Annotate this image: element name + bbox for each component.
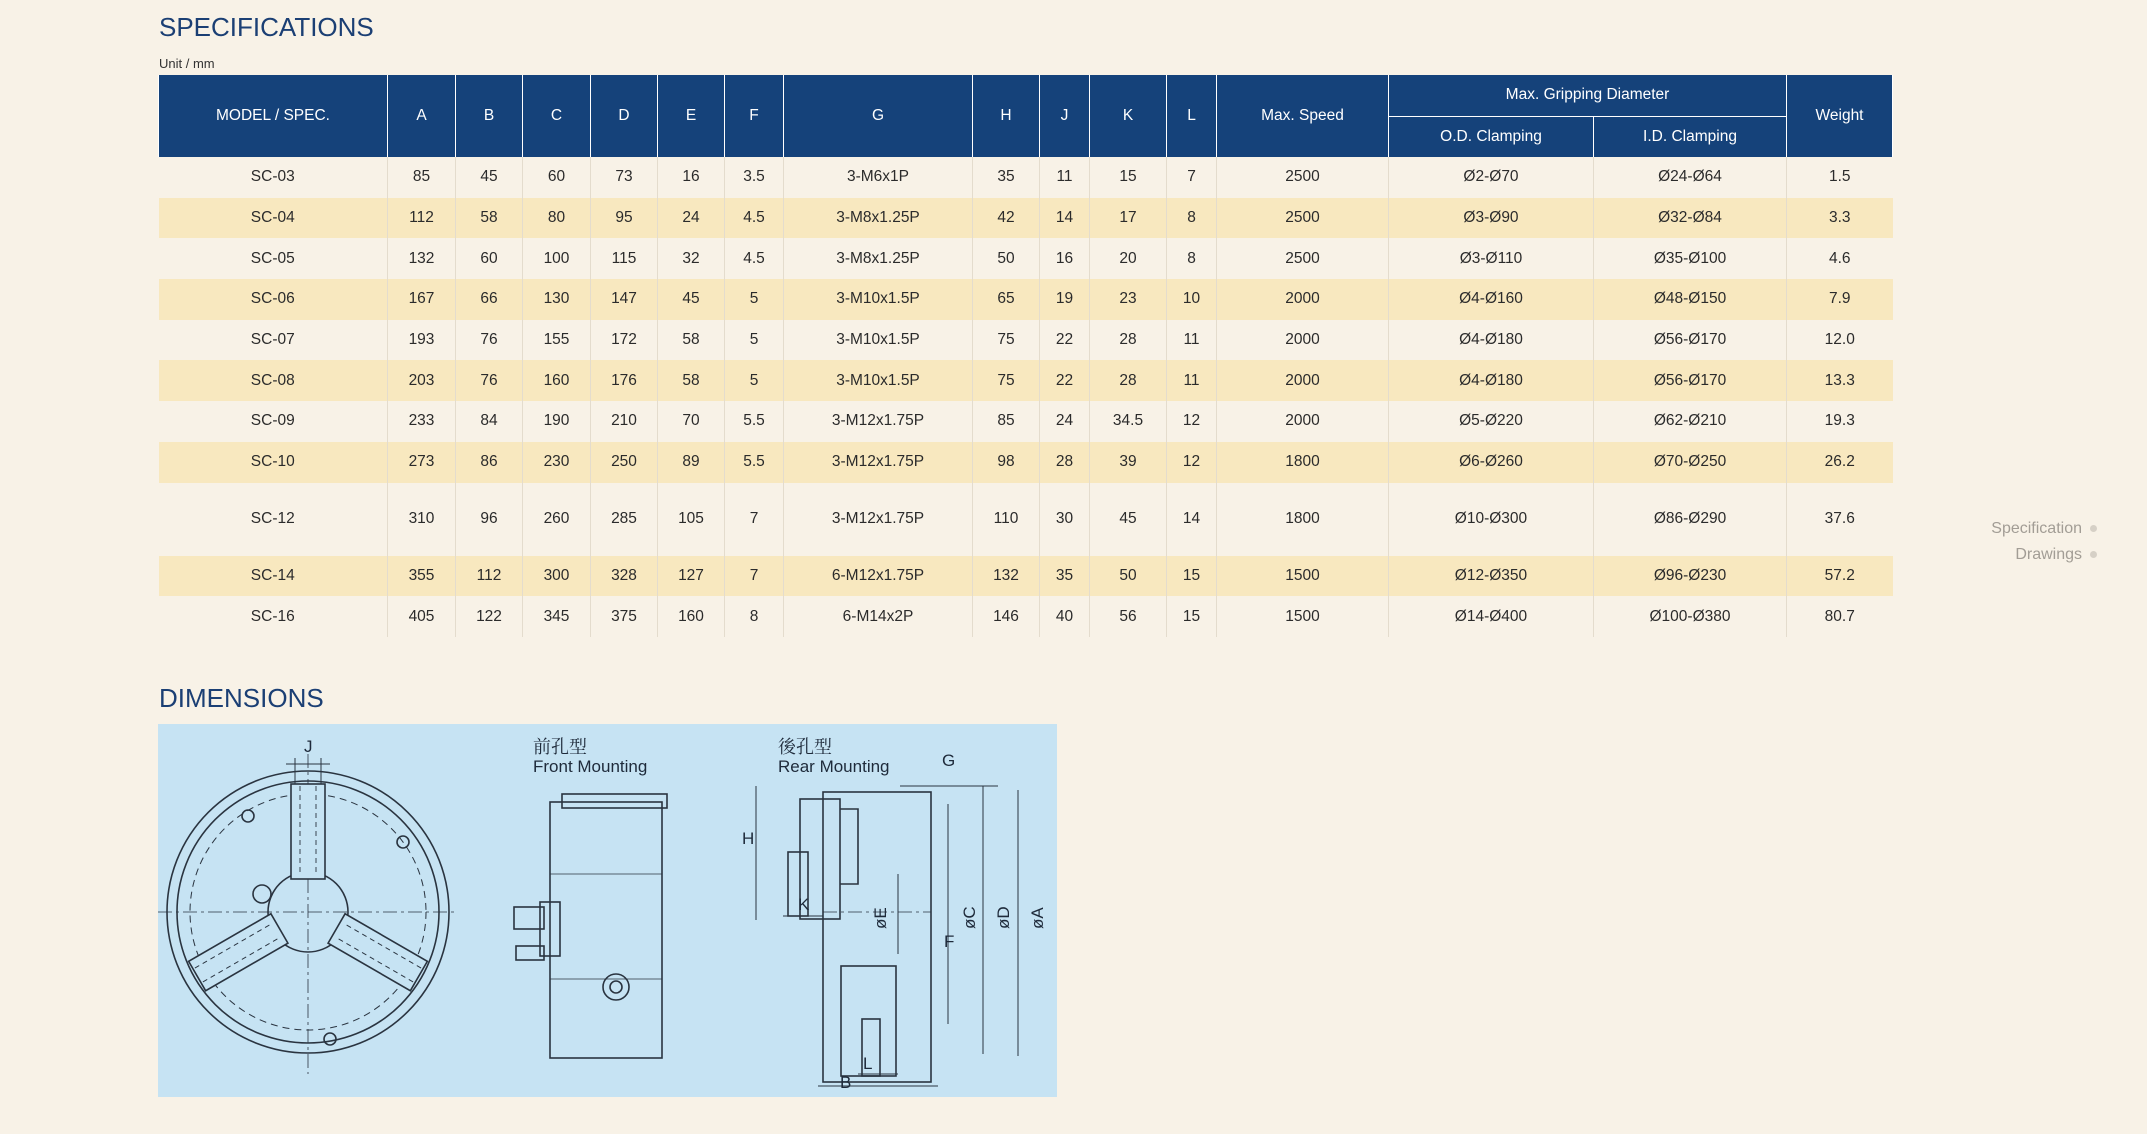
cell-l: 11 [1167, 320, 1217, 361]
cell-c: 100 [523, 238, 591, 279]
rear-mounting-cn: 後孔型 [778, 737, 832, 757]
table-row [159, 157, 1893, 198]
cell-b: 76 [456, 320, 523, 361]
specifications-table-body [159, 157, 1893, 637]
cell-weight: 7.9 [1787, 279, 1893, 320]
cell-f: 8 [725, 596, 784, 637]
header-od-clamping: O.D. Clamping [1389, 116, 1594, 157]
cell-d: 172 [591, 320, 658, 361]
cell-j: 24 [1040, 401, 1090, 442]
side-nav-specification-label: Specification [1991, 520, 2082, 537]
cell-od-clamping: Ø2-Ø70 [1389, 157, 1594, 198]
cell-j: 28 [1040, 442, 1090, 483]
cell-d: 95 [591, 198, 658, 239]
cell-model: SC-05 [159, 238, 388, 279]
side-nav-drawings[interactable] [1991, 542, 2097, 568]
cell-weight: 80.7 [1787, 596, 1893, 637]
header-weight: Weight [1787, 75, 1893, 157]
cell-a: 355 [388, 556, 456, 597]
cell-a: 233 [388, 401, 456, 442]
cell-h: 85 [973, 401, 1040, 442]
cell-e: 160 [658, 596, 725, 637]
side-nav-drawings-label: Drawings [2015, 546, 2082, 563]
cell-b: 45 [456, 157, 523, 198]
cell-b: 86 [456, 442, 523, 483]
front-mounting-cn: 前孔型 [533, 737, 587, 757]
cell-k: 20 [1090, 238, 1167, 279]
cell-d: 250 [591, 442, 658, 483]
side-nav-specification[interactable] [1991, 516, 2097, 542]
cell-k: 23 [1090, 279, 1167, 320]
cell-model: SC-12 [159, 483, 388, 556]
cell-weight: 19.3 [1787, 401, 1893, 442]
header-e: E [658, 75, 725, 157]
cell-max-speed: 1800 [1217, 483, 1389, 556]
cell-g: 3-M12x1.75P [784, 442, 973, 483]
cell-f: 4.5 [725, 238, 784, 279]
cell-c: 130 [523, 279, 591, 320]
cell-max-speed: 2000 [1217, 320, 1389, 361]
cell-b: 112 [456, 556, 523, 597]
label-c: øC [960, 906, 979, 929]
cell-g: 3-M8x1.25P [784, 198, 973, 239]
table-row [159, 279, 1893, 320]
cell-j: 22 [1040, 320, 1090, 361]
cell-weight: 13.3 [1787, 360, 1893, 401]
cell-id-clamping: Ø35-Ø100 [1594, 238, 1787, 279]
cell-id-clamping: Ø48-Ø150 [1594, 279, 1787, 320]
cell-j: 35 [1040, 556, 1090, 597]
table-row [159, 198, 1893, 239]
cell-h: 110 [973, 483, 1040, 556]
cell-f: 7 [725, 483, 784, 556]
cell-j: 14 [1040, 198, 1090, 239]
specifications-table [158, 75, 1893, 637]
table-row [159, 320, 1893, 361]
cell-l: 15 [1167, 596, 1217, 637]
table-row [159, 360, 1893, 401]
cell-b: 76 [456, 360, 523, 401]
cell-k: 15 [1090, 157, 1167, 198]
chuck-rear-mounting-view [756, 786, 1018, 1086]
side-nav [1991, 516, 2097, 568]
cell-h: 65 [973, 279, 1040, 320]
rear-mounting-en: Rear Mounting [778, 757, 890, 776]
cell-d: 210 [591, 401, 658, 442]
header-k: K [1090, 75, 1167, 157]
cell-id-clamping: Ø62-Ø210 [1594, 401, 1787, 442]
cell-h: 75 [973, 320, 1040, 361]
cell-e: 45 [658, 279, 725, 320]
cell-j: 30 [1040, 483, 1090, 556]
cell-e: 16 [658, 157, 725, 198]
cell-b: 66 [456, 279, 523, 320]
cell-a: 112 [388, 198, 456, 239]
cell-id-clamping: Ø32-Ø84 [1594, 198, 1787, 239]
cell-od-clamping: Ø5-Ø220 [1389, 401, 1594, 442]
cell-k: 56 [1090, 596, 1167, 637]
table-row [159, 238, 1893, 279]
cell-e: 127 [658, 556, 725, 597]
cell-l: 15 [1167, 556, 1217, 597]
cell-a: 405 [388, 596, 456, 637]
cell-b: 84 [456, 401, 523, 442]
cell-f: 4.5 [725, 198, 784, 239]
cell-k: 34.5 [1090, 401, 1167, 442]
cell-k: 39 [1090, 442, 1167, 483]
cell-c: 260 [523, 483, 591, 556]
cell-f: 3.5 [725, 157, 784, 198]
cell-d: 176 [591, 360, 658, 401]
cell-od-clamping: Ø3-Ø90 [1389, 198, 1594, 239]
cell-model: SC-03 [159, 157, 388, 198]
cell-d: 147 [591, 279, 658, 320]
cell-c: 160 [523, 360, 591, 401]
dimensions-drawing [158, 724, 1057, 1097]
cell-d: 328 [591, 556, 658, 597]
cell-b: 58 [456, 198, 523, 239]
cell-l: 12 [1167, 442, 1217, 483]
label-k: K [798, 895, 810, 914]
unit-label: Unit / mm [159, 56, 215, 71]
cell-weight: 4.6 [1787, 238, 1893, 279]
cell-e: 58 [658, 320, 725, 361]
table-row [159, 442, 1893, 483]
cell-model: SC-06 [159, 279, 388, 320]
cell-h: 42 [973, 198, 1040, 239]
cell-f: 5.5 [725, 401, 784, 442]
label-a: øA [1028, 907, 1047, 929]
cell-k: 28 [1090, 360, 1167, 401]
cell-j: 19 [1040, 279, 1090, 320]
cell-od-clamping: Ø3-Ø110 [1389, 238, 1594, 279]
cell-k: 50 [1090, 556, 1167, 597]
header-g: G [784, 75, 973, 157]
cell-e: 58 [658, 360, 725, 401]
cell-weight: 26.2 [1787, 442, 1893, 483]
label-e: øE [871, 907, 890, 929]
cell-a: 193 [388, 320, 456, 361]
cell-l: 12 [1167, 401, 1217, 442]
cell-c: 345 [523, 596, 591, 637]
label-j: J [304, 737, 313, 756]
side-nav-dot-icon [2090, 551, 2097, 558]
cell-d: 375 [591, 596, 658, 637]
cell-k: 45 [1090, 483, 1167, 556]
cell-id-clamping: Ø56-Ø170 [1594, 320, 1787, 361]
table-row [159, 596, 1893, 637]
cell-k: 17 [1090, 198, 1167, 239]
table-row [159, 556, 1893, 597]
cell-e: 105 [658, 483, 725, 556]
cell-g: 3-M12x1.75P [784, 483, 973, 556]
cell-c: 190 [523, 401, 591, 442]
chuck-drawing-svg [158, 724, 1057, 1097]
cell-h: 50 [973, 238, 1040, 279]
cell-d: 73 [591, 157, 658, 198]
cell-l: 8 [1167, 238, 1217, 279]
cell-weight: 3.3 [1787, 198, 1893, 239]
cell-g: 3-M10x1.5P [784, 320, 973, 361]
label-h: H [742, 829, 755, 848]
cell-id-clamping: Ø86-Ø290 [1594, 483, 1787, 556]
header-model: MODEL / SPEC. [159, 75, 388, 157]
cell-model: SC-10 [159, 442, 388, 483]
header-b: B [456, 75, 523, 157]
cell-od-clamping: Ø12-Ø350 [1389, 556, 1594, 597]
cell-c: 230 [523, 442, 591, 483]
cell-h: 146 [973, 596, 1040, 637]
cell-d: 115 [591, 238, 658, 279]
label-f: F [944, 932, 955, 951]
cell-f: 5 [725, 320, 784, 361]
cell-k: 28 [1090, 320, 1167, 361]
header-l: L [1167, 75, 1217, 157]
header-gripping-diameter: Max. Gripping Diameter [1389, 75, 1787, 116]
cell-weight: 37.6 [1787, 483, 1893, 556]
cell-id-clamping: Ø100-Ø380 [1594, 596, 1787, 637]
cell-c: 80 [523, 198, 591, 239]
cell-f: 5 [725, 279, 784, 320]
cell-g: 3-M6x1P [784, 157, 973, 198]
cell-c: 155 [523, 320, 591, 361]
cell-h: 35 [973, 157, 1040, 198]
cell-max-speed: 2000 [1217, 279, 1389, 320]
chuck-front-view [158, 754, 458, 1074]
cell-max-speed: 2000 [1217, 401, 1389, 442]
cell-j: 16 [1040, 238, 1090, 279]
cell-j: 40 [1040, 596, 1090, 637]
label-b: B [840, 1073, 852, 1092]
cell-h: 75 [973, 360, 1040, 401]
cell-model: SC-14 [159, 556, 388, 597]
cell-id-clamping: Ø96-Ø230 [1594, 556, 1787, 597]
cell-a: 167 [388, 279, 456, 320]
cell-a: 203 [388, 360, 456, 401]
cell-l: 10 [1167, 279, 1217, 320]
cell-h: 98 [973, 442, 1040, 483]
cell-g: 3-M10x1.5P [784, 360, 973, 401]
cell-max-speed: 2500 [1217, 157, 1389, 198]
header-f: F [725, 75, 784, 157]
cell-a: 132 [388, 238, 456, 279]
cell-f: 5.5 [725, 442, 784, 483]
table-row [159, 483, 1893, 556]
cell-g: 3-M12x1.75P [784, 401, 973, 442]
cell-od-clamping: Ø4-Ø160 [1389, 279, 1594, 320]
cell-weight: 12.0 [1787, 320, 1893, 361]
table-row [159, 401, 1893, 442]
cell-od-clamping: Ø10-Ø300 [1389, 483, 1594, 556]
header-max-speed: Max. Speed [1217, 75, 1389, 157]
cell-model: SC-08 [159, 360, 388, 401]
cell-b: 122 [456, 596, 523, 637]
cell-model: SC-07 [159, 320, 388, 361]
cell-id-clamping: Ø56-Ø170 [1594, 360, 1787, 401]
header-id-clamping: I.D. Clamping [1594, 116, 1787, 157]
header-h: H [973, 75, 1040, 157]
cell-weight: 1.5 [1787, 157, 1893, 198]
cell-max-speed: 2000 [1217, 360, 1389, 401]
cell-e: 70 [658, 401, 725, 442]
cell-g: 6-M12x1.75P [784, 556, 973, 597]
front-mounting-en: Front Mounting [533, 757, 648, 776]
cell-l: 7 [1167, 157, 1217, 198]
cell-max-speed: 1500 [1217, 556, 1389, 597]
cell-od-clamping: Ø4-Ø180 [1389, 360, 1594, 401]
cell-l: 11 [1167, 360, 1217, 401]
cell-e: 24 [658, 198, 725, 239]
cell-a: 85 [388, 157, 456, 198]
cell-od-clamping: Ø6-Ø260 [1389, 442, 1594, 483]
cell-id-clamping: Ø24-Ø64 [1594, 157, 1787, 198]
cell-model: SC-04 [159, 198, 388, 239]
cell-a: 273 [388, 442, 456, 483]
cell-c: 60 [523, 157, 591, 198]
label-g: G [942, 751, 956, 770]
header-d: D [591, 75, 658, 157]
label-d: øD [994, 906, 1013, 929]
cell-max-speed: 2500 [1217, 238, 1389, 279]
cell-f: 7 [725, 556, 784, 597]
cell-j: 22 [1040, 360, 1090, 401]
cell-e: 32 [658, 238, 725, 279]
specifications-title: SPECIFICATIONS [159, 12, 374, 42]
cell-h: 132 [973, 556, 1040, 597]
header-a: A [388, 75, 456, 157]
cell-weight: 57.2 [1787, 556, 1893, 597]
cell-model: SC-09 [159, 401, 388, 442]
label-l: L [863, 1054, 873, 1073]
cell-max-speed: 1500 [1217, 596, 1389, 637]
side-nav-dot-icon [2090, 525, 2097, 532]
cell-b: 60 [456, 238, 523, 279]
cell-l: 8 [1167, 198, 1217, 239]
cell-od-clamping: Ø14-Ø400 [1389, 596, 1594, 637]
chuck-front-mounting-view [514, 794, 667, 1058]
cell-b: 96 [456, 483, 523, 556]
cell-max-speed: 1800 [1217, 442, 1389, 483]
header-j: J [1040, 75, 1090, 157]
cell-f: 5 [725, 360, 784, 401]
cell-g: 3-M10x1.5P [784, 279, 973, 320]
cell-d: 285 [591, 483, 658, 556]
cell-g: 6-M14x2P [784, 596, 973, 637]
cell-c: 300 [523, 556, 591, 597]
cell-model: SC-16 [159, 596, 388, 637]
cell-id-clamping: Ø70-Ø250 [1594, 442, 1787, 483]
cell-g: 3-M8x1.25P [784, 238, 973, 279]
cell-e: 89 [658, 442, 725, 483]
cell-max-speed: 2500 [1217, 198, 1389, 239]
cell-a: 310 [388, 483, 456, 556]
header-c: C [523, 75, 591, 157]
cell-j: 11 [1040, 157, 1090, 198]
dimensions-title: DIMENSIONS [159, 683, 324, 713]
cell-od-clamping: Ø4-Ø180 [1389, 320, 1594, 361]
cell-l: 14 [1167, 483, 1217, 556]
